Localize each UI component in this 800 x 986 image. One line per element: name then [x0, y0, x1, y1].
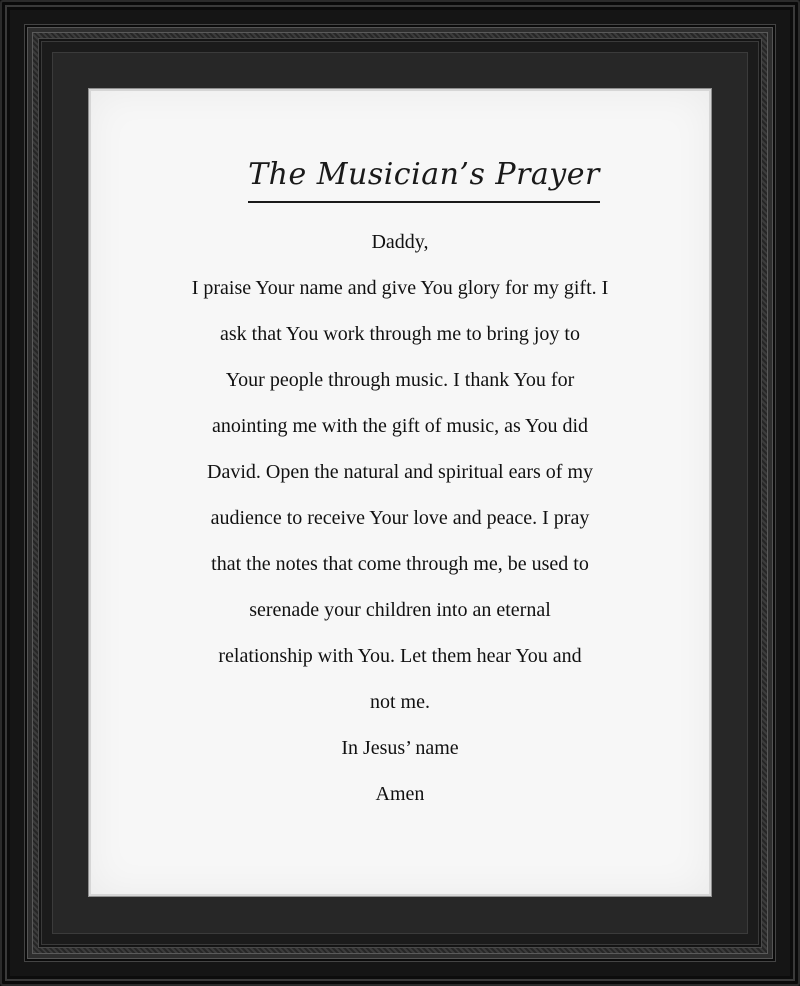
prayer-line: that the notes that come through me, be used to	[211, 553, 589, 575]
amen-line: Amen	[375, 783, 425, 805]
prayer-title: The Musician’s Prayer	[248, 150, 600, 203]
prayer-line: I praise Your name and give You glory for my gift. I	[191, 277, 609, 299]
prayer-line: anointing me with the gift of music, as You did	[211, 415, 589, 437]
prayer-line: serenade your children into an eternal	[249, 599, 551, 621]
prayer-body	[0, 225, 800, 823]
title-container	[0, 150, 800, 203]
prayer-line: ask that You work through me to bring joy to	[220, 323, 580, 345]
prayer-line: relationship with You. Let them hear You and	[218, 645, 582, 667]
prayer-line: David. Open the natural and spiritual ears of my	[207, 461, 593, 483]
prayer-line: not me.	[370, 691, 430, 713]
salutation: Daddy,	[371, 231, 429, 253]
prayer-line: audience to receive Your love and peace. I pray	[210, 507, 590, 529]
prayer-line: Your people through music. I thank You for	[225, 369, 575, 391]
closing-line: In Jesus’ name	[341, 737, 459, 759]
